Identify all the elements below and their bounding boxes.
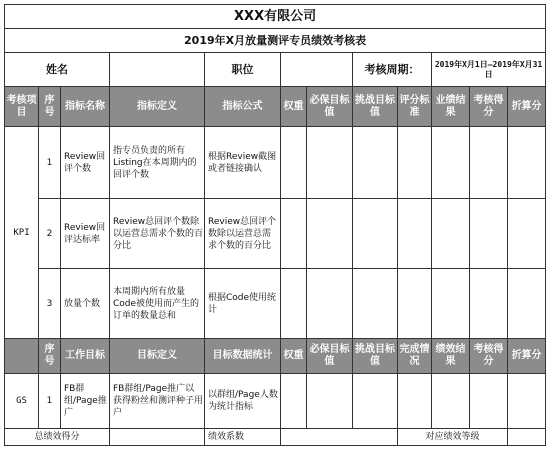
indicator-formula: Review总回评个数除以运营总需求个数的百分比: [205, 199, 281, 269]
header-cell: 评分标准: [398, 87, 432, 127]
result-cell[interactable]: [432, 199, 470, 269]
header-cell: 完成情况: [398, 339, 432, 374]
work-goal: FB群组/Page推广: [61, 374, 110, 429]
header-cell: 权重: [281, 87, 307, 127]
result-cell[interactable]: [432, 374, 470, 429]
converted-score-cell[interactable]: [508, 127, 546, 199]
weight-cell[interactable]: [281, 269, 307, 339]
header-cell: 序号: [39, 87, 61, 127]
coefficient-value[interactable]: [281, 429, 398, 446]
row-number: 1: [39, 374, 61, 429]
period-value: 2019年X月1日—2019年X月31日: [432, 53, 546, 87]
total-score-value[interactable]: [110, 429, 205, 446]
guaranteed-target-cell[interactable]: [307, 127, 353, 199]
header-cell: 考核项目: [5, 87, 39, 127]
name-value-cell[interactable]: [110, 53, 205, 87]
header-cell: 挑战目标值: [353, 87, 398, 127]
result-cell[interactable]: [432, 127, 470, 199]
kpi-row: [5, 127, 546, 199]
kpi-row: [5, 199, 546, 269]
header-cell: 权重: [281, 339, 307, 374]
weight-cell[interactable]: [281, 127, 307, 199]
header-cell: 考核得分: [470, 87, 508, 127]
indicator-name: 放量个数: [61, 269, 110, 339]
kpi-row: [5, 269, 546, 339]
period-label: 考核周期：: [353, 53, 432, 87]
info-row: [5, 53, 546, 87]
converted-score-cell[interactable]: [508, 199, 546, 269]
weight-cell[interactable]: [281, 374, 307, 429]
coefficient-label: 绩效系数: [205, 429, 281, 446]
converted-score-cell[interactable]: [508, 374, 546, 429]
header-cell: 指标公式: [205, 87, 281, 127]
score-cell[interactable]: [470, 374, 508, 429]
goal-definition: FB群组/Page推广以获得粉丝和测评种子用户: [110, 374, 205, 429]
challenge-target-cell[interactable]: [353, 127, 398, 199]
converted-score-cell[interactable]: [508, 269, 546, 339]
indicator-formula: 根据Code使用统计: [205, 269, 281, 339]
position-label: 职位: [205, 53, 281, 87]
row-number: 1: [39, 127, 61, 199]
grade-value[interactable]: [508, 429, 546, 446]
header-cell: 必保目标值: [307, 87, 353, 127]
indicator-name: Review回评个数: [61, 127, 110, 199]
gs-row: [5, 374, 546, 429]
indicator-definition: Review总回评个数除以运营总需求个数的百分比: [110, 199, 205, 269]
gs-header-row: [5, 339, 546, 374]
company-name: XXX有限公司: [5, 5, 546, 29]
form-title: 2019年X月放量测评专员绩效考核表: [5, 29, 546, 53]
challenge-target-cell[interactable]: [353, 374, 398, 429]
row-number: 3: [39, 269, 61, 339]
challenge-target-cell[interactable]: [353, 199, 398, 269]
guaranteed-target-cell[interactable]: [307, 199, 353, 269]
score-cell[interactable]: [470, 269, 508, 339]
indicator-name: Review回评达标率: [61, 199, 110, 269]
score-cell[interactable]: [470, 127, 508, 199]
score-cell[interactable]: [470, 199, 508, 269]
position-value-cell[interactable]: [281, 53, 353, 87]
evaluation-form: [4, 4, 546, 446]
header-cell: 考核得分: [470, 339, 508, 374]
grade-label: 对应绩效等级: [398, 429, 508, 446]
header-cell: 业绩结果: [432, 87, 470, 127]
name-label: 姓名: [5, 53, 110, 87]
result-cell[interactable]: [432, 269, 470, 339]
header-cell: 目标定义: [110, 339, 205, 374]
section-label-kpi: KPI: [5, 127, 39, 339]
section-label-gs: GS: [5, 374, 39, 429]
header-cell: [5, 339, 39, 374]
indicator-definition: 指专员负责的所有Listing在本周期内的回评个数: [110, 127, 205, 199]
header-cell: 折算分: [508, 87, 546, 127]
indicator-formula: 根据Review截图或者链接确认: [205, 127, 281, 199]
kpi-header-row: [5, 87, 546, 127]
header-cell: 绩效结果: [432, 339, 470, 374]
challenge-target-cell[interactable]: [353, 269, 398, 339]
header-cell: 指标名称: [61, 87, 110, 127]
scoring-standard-cell[interactable]: [398, 199, 432, 269]
header-cell: 工作目标: [61, 339, 110, 374]
header-cell: 指标定义: [110, 87, 205, 127]
header-cell: 序号: [39, 339, 61, 374]
weight-cell[interactable]: [281, 199, 307, 269]
completion-cell[interactable]: [398, 374, 432, 429]
guaranteed-target-cell[interactable]: [307, 269, 353, 339]
scoring-standard-cell[interactable]: [398, 269, 432, 339]
header-cell: 挑战目标值: [353, 339, 398, 374]
footer-row: [5, 429, 546, 446]
goal-statistics: 以群组/Page人数为统计指标: [205, 374, 281, 429]
scoring-standard-cell[interactable]: [398, 127, 432, 199]
header-cell: 必保目标值: [307, 339, 353, 374]
total-score-label: 总绩效得分: [5, 429, 110, 446]
row-number: 2: [39, 199, 61, 269]
header-cell: 折算分: [508, 339, 546, 374]
guaranteed-target-cell[interactable]: [307, 374, 353, 429]
indicator-definition: 本周期内所有放量Code被使用而产生的订单的数量总和: [110, 269, 205, 339]
header-cell: 目标数据统计: [205, 339, 281, 374]
